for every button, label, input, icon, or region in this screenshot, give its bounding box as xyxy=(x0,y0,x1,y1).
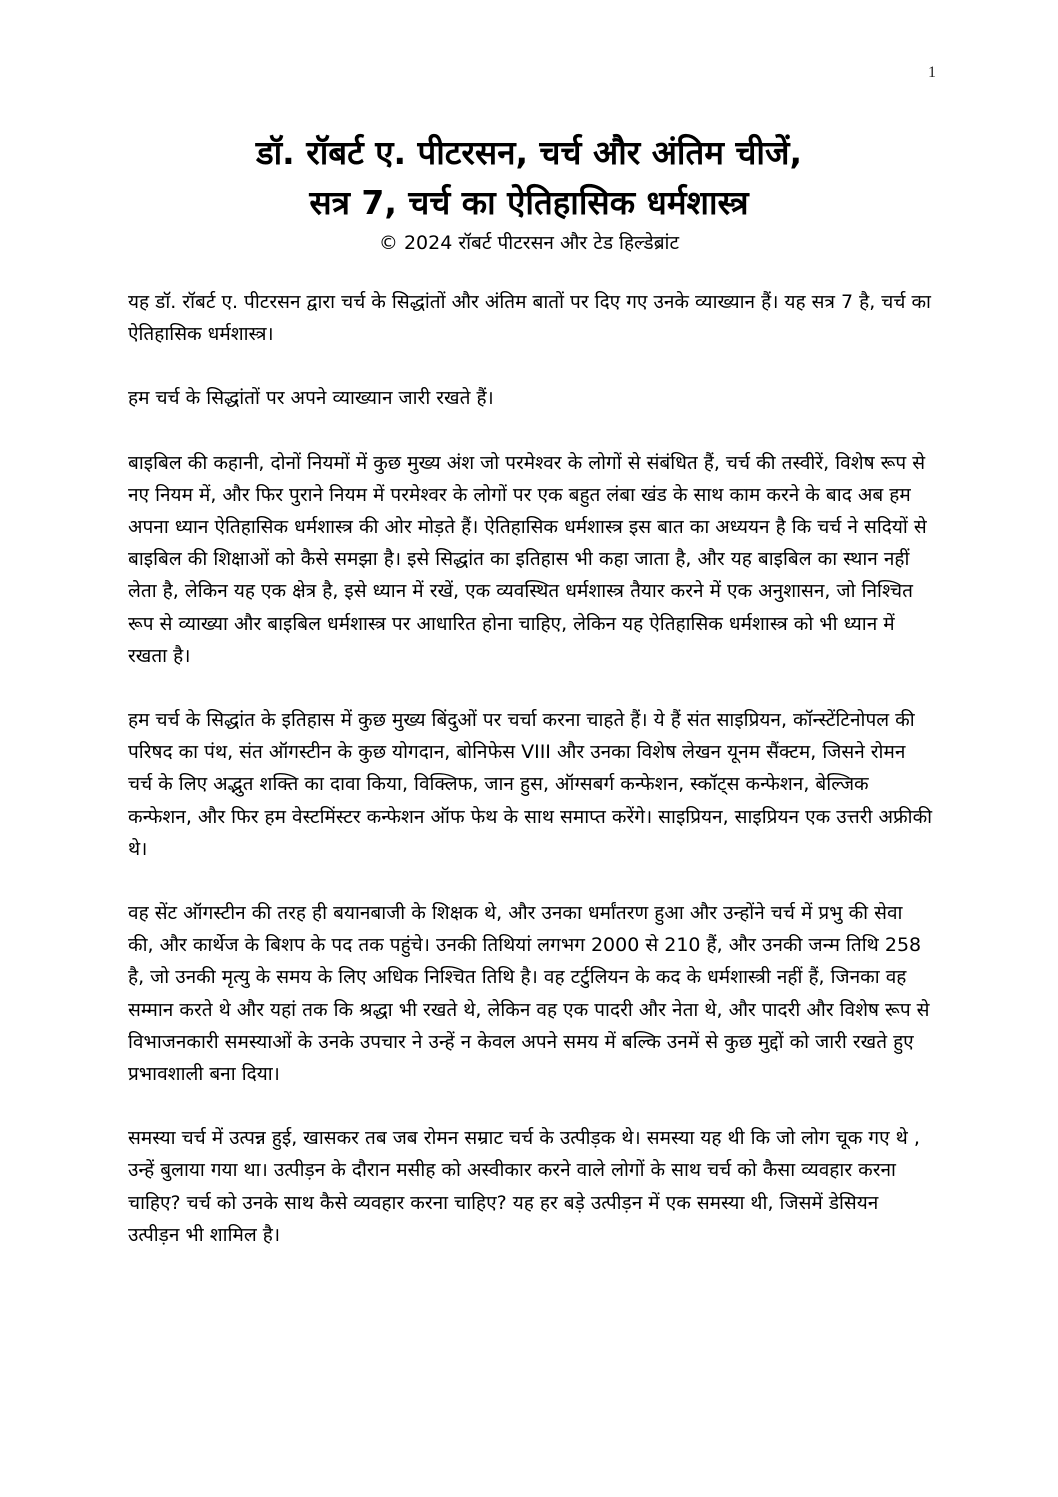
document-title-line-2: सत्र 7, चर्च का ऐतिहासिक धर्मशास्त्र xyxy=(309,183,749,222)
paragraph-intro: यह डॉ. रॉबर्ट ए. पीटरसन द्वारा चर्च के सिद्धांतों और अंतिम बातों पर दिए गए उनके व्याख्यान हैं। यह सत्र 7 है, चर्च का ऐतिहासिक धर्मशास्त्र। xyxy=(128,291,931,346)
document-title-line-1: डॉ. रॉबर्ट ए. पीटरसन, चर्च और अंतिम चीजें, xyxy=(255,133,803,172)
copyright-line: © 2024 रॉबर्ट पीटरसन और टेड हिल्डेब्रांट xyxy=(378,232,680,254)
paragraph-historical-theology: बाइबिल की कहानी, दोनों नियमों में कुछ मुख्य अंश जो परमेश्वर के लोगों से संबंधित हैं, चर्च की तस्वीरें, विशेष रूप से नए नियम में, और फिर पुराने नियम में परमेश्वर के लोगों पर एक बहुत लंबा खंड के साथ काम करने के बाद अब हम अपना ध्यान ऐतिहासिक धर्मशास्त्र की ओर मोड़ते हैं। ऐतिहासिक धर्मशास्त्र इस बात का अध्ययन है कि चर्च ने सदियों से बाइबिल की शिक्षाओं को कैसे समझा है। इसे सिद्धांत का इतिहास भी कहा जाता है, और यह बाइबिल का स्थान नहीं लेता है, लेकिन यह एक क्षेत्र है, इसे ध्यान में रखें, एक व्यवस्थित धर्मशास्त्र तैयार करने में एक अनुशासन, जो निश्चित रूप से व्याख्या और बाइबिल धर्मशास्त्र पर आधारित होना चाहिए, लेकिन यह ऐतिहासिक धर्मशास्त्र को भी ध्यान में रखता है। xyxy=(128,451,927,667)
document-body xyxy=(128,286,934,1283)
paragraph-cyprian: वह सेंट ऑगस्टीन की तरह ही बयानबाजी के शिक्षक थे, और उनका धर्मांतरण हुआ और उन्होंने चर्च में प्रभु की सेवा की, और कार्थेज के बिशप के पद तक पहुंचे। उनकी तिथियां लगभग 2000 से 210 हैं, और उनकी जन्म तिथि 258 है, जो उनकी मृत्यु के समय के लिए अधिक निश्चित तिथि है। वह टर्टुलियन के कद के धर्मशास्त्री नहीं हैं, जिनका वह सम्मान करते थे और यहां तक कि श्रद्धा भी रखते थे, लेकिन वह एक पादरी और नेता थे, और पादरी और विशेष रूप से विभाजनकारी समस्याओं के उनके उपचार ने उन्हें न केवल अपने समय में बल्कि उनमें से कुछ मुद्दों को जारी रखते हुए प्रभावशाली बना दिया। xyxy=(128,902,930,1086)
document-header xyxy=(0,128,1058,258)
page-number: 1 xyxy=(928,64,936,81)
paragraph-continue: हम चर्च के सिद्धांतों पर अपने व्याख्यान जारी रखते हैं। xyxy=(128,387,494,410)
paragraph-key-points: हम चर्च के सिद्धांत के इतिहास में कुछ मुख्य बिंदुओं पर चर्चा करना चाहते हैं। ये हैं संत साइप्रियन, कॉन्स्टेंटिनोपल की परिषद का पंथ, संत ऑगस्टीन के कुछ योगदान, बोनिफेस VIII और उनका विशेष लेखन यूनम सैंक्टम, जिसने रोमन चर्च के लिए अद्भुत शक्ति का दावा किया, विक्लिफ, जान हुस, ऑग्सबर्ग कन्फेशन, स्कॉट्स कन्फेशन, बेल्जिक कन्फेशन, और फिर हम वेस्टमिंस्टर कन्फेशन ऑफ फेथ के साथ समाप्त करेंगे। साइप्रियन, साइप्रियन एक उत्तरी अफ्रीकी थे। xyxy=(128,709,933,860)
paragraph-lapsed-problem: समस्या चर्च में उत्पन्न हुई, खासकर तब जब रोमन सम्राट चर्च के उत्पीड़क थे। समस्या यह थी कि जो लोग चूक गए थे , उन्हें बुलाया गया था। उत्पीड़न के दौरान मसीह को अस्वीकार करने वाले लोगों के साथ चर्च को कैसा व्यवहार करना चाहिए? चर्च को उनके साथ कैसे व्यवहार करना चाहिए? यह हर बड़े उत्पीड़न में एक समस्या थी, जिसमें डेसियन उत्पीड़न भी शामिल है। xyxy=(128,1127,920,1246)
